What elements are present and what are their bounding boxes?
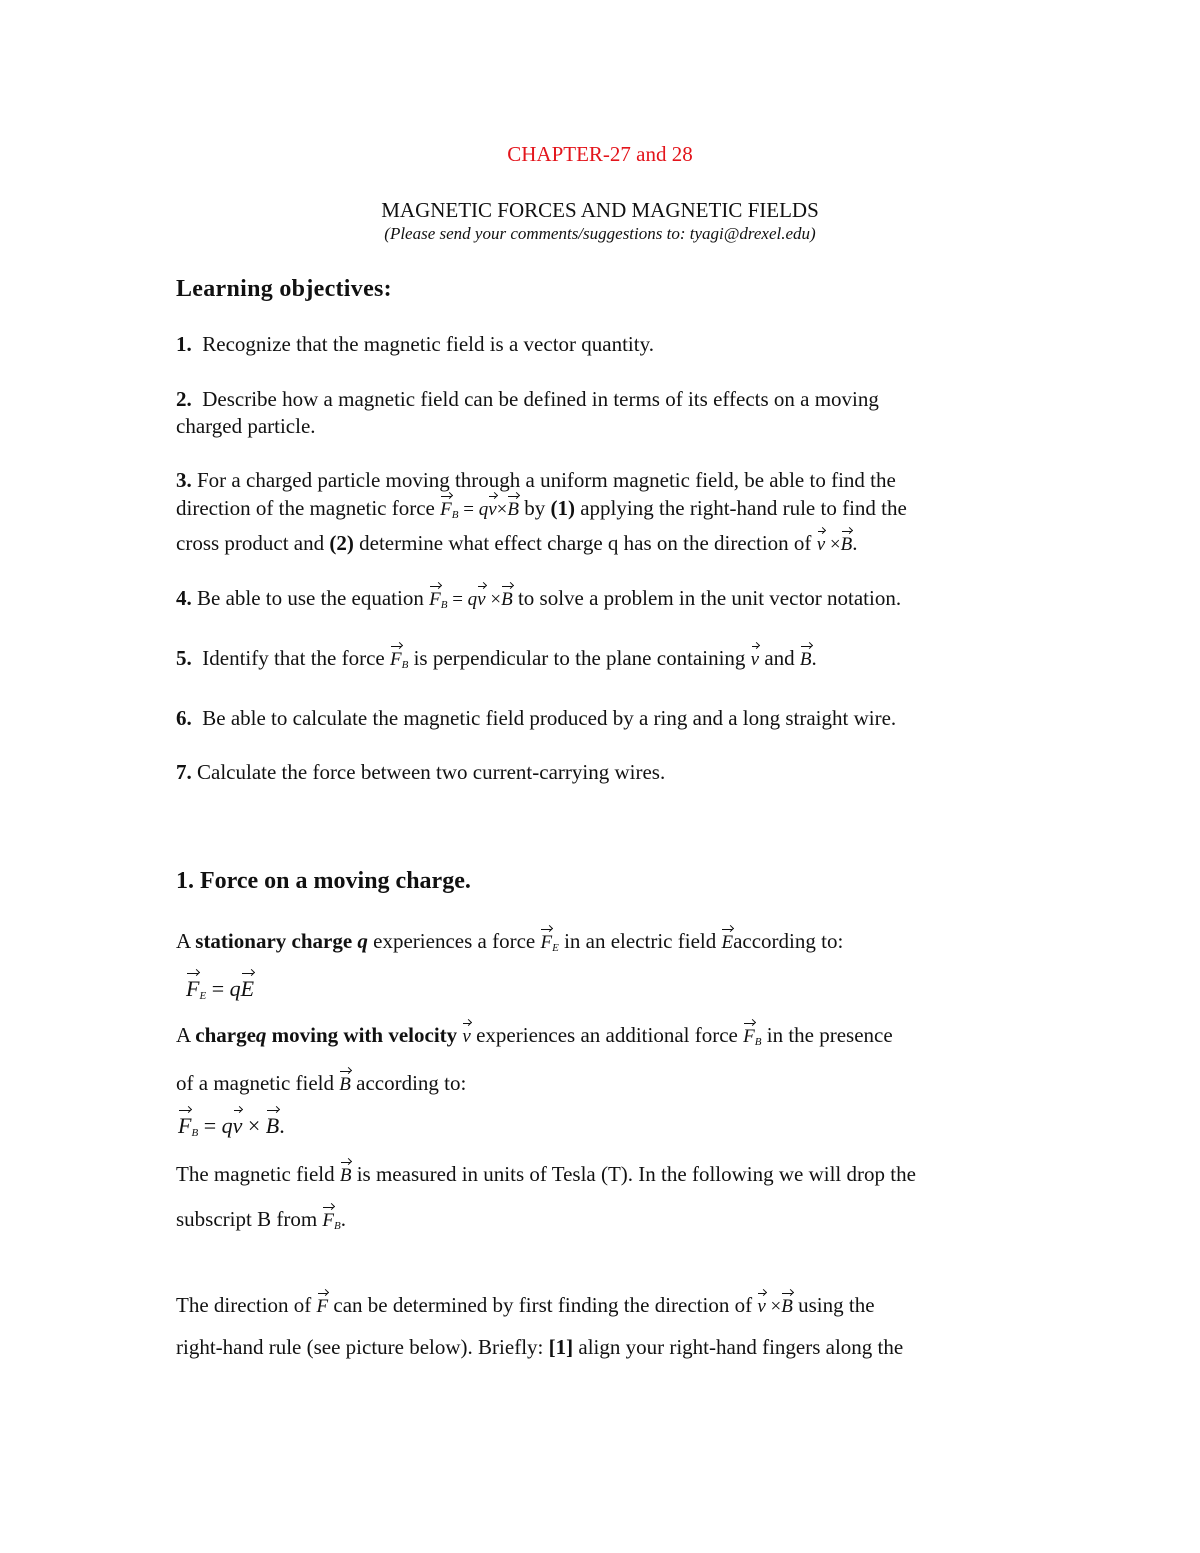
field-symbol: B — [339, 1165, 352, 1186]
text-run: Be able to use the equation — [197, 586, 424, 610]
chapter-title: CHAPTER-27 and 28 — [507, 142, 693, 166]
bold-term: charge — [195, 1023, 256, 1047]
vector-symbol: v — [232, 1113, 243, 1138]
electric-force-symbol — [540, 932, 558, 953]
contact-note: (Please send your comments/suggestions to: tyagi@drexel.edu) — [384, 224, 816, 243]
paragraph-right-hand-rule — [176, 1335, 903, 1360]
text-run: experiences an additional force — [476, 1023, 738, 1047]
paragraph-direction — [176, 1293, 875, 1318]
equation-magnetic-force — [178, 1113, 285, 1139]
vector-symbol: F — [540, 932, 553, 953]
paragraph-subscript — [176, 1207, 346, 1232]
equals-sign: = — [463, 499, 474, 520]
text-run: by — [524, 496, 546, 520]
step-marker: (2) — [329, 531, 354, 555]
objective-number: 2. — [176, 387, 192, 411]
vector-symbol: E — [240, 976, 255, 1001]
objectives-heading: Learning objectives: — [176, 276, 392, 302]
objective-5 — [176, 646, 817, 671]
objective-text: Recognize that the magnetic field is a vector quantity. — [202, 332, 654, 356]
cross-sign: × — [247, 1113, 261, 1138]
subscript: B — [191, 1127, 199, 1139]
text-run: cross product and — [176, 531, 325, 555]
vector-symbol: F — [390, 649, 402, 670]
charge-symbol: q — [221, 1113, 233, 1138]
velocity-symbol: v — [462, 1026, 471, 1047]
subscript: E — [552, 942, 559, 954]
electric-field-symbol: E — [721, 932, 734, 953]
subscript: E — [199, 990, 207, 1002]
text-run: according to: — [356, 1071, 467, 1095]
vector-symbol: B — [840, 534, 853, 555]
text-run: to solve a problem in the unit vector notation. — [517, 586, 902, 610]
cross-sign: × — [490, 589, 502, 610]
equals-sign: = — [203, 1113, 217, 1138]
text-run: A — [176, 929, 191, 953]
text-run: experiences a force — [373, 929, 536, 953]
objective-3 — [176, 468, 896, 493]
objective-3-line3 — [176, 531, 857, 556]
document-title: MAGNETIC FORCES AND MAGNETIC FIELDS — [381, 198, 819, 222]
equals-sign: = — [452, 589, 463, 610]
force-equation — [440, 499, 519, 520]
text-run: Identify that the force — [202, 646, 385, 670]
cross-product — [757, 1296, 793, 1317]
objective-4 — [176, 586, 901, 611]
text-run: in the presence — [766, 1023, 893, 1047]
text-run: in an electric field — [564, 929, 717, 953]
vector-symbol: v — [757, 1296, 766, 1317]
objective-6 — [176, 706, 896, 731]
period: . — [852, 531, 858, 555]
text-run: is measured in units of Tesla (T). In the following we will drop the — [356, 1162, 916, 1186]
paragraph-magnetic-field — [176, 1071, 466, 1096]
force-equation — [429, 589, 513, 610]
objective-number: 6. — [176, 706, 192, 730]
vector-symbol: B — [507, 499, 519, 520]
period: . — [340, 1207, 346, 1231]
vector-symbol: F — [178, 1113, 192, 1138]
period: . — [279, 1113, 285, 1138]
subscript: B — [440, 599, 448, 611]
magnetic-force-symbol — [743, 1026, 761, 1047]
text-run: The magnetic field — [176, 1162, 335, 1186]
vector-symbol: F — [743, 1026, 755, 1047]
text-run: is perpendicular to the plane containing — [413, 646, 746, 670]
vector-symbol: F — [186, 976, 200, 1001]
objective-number: 5. — [176, 646, 192, 670]
field-symbol: B — [339, 1074, 351, 1095]
charge-symbol: q — [255, 1023, 267, 1047]
text-run: The direction of — [176, 1293, 312, 1317]
text-run: of a magnetic field — [176, 1071, 335, 1095]
period: . — [811, 646, 817, 670]
force-symbol — [390, 649, 408, 670]
subscript: B — [401, 659, 409, 671]
objective-text: Be able to calculate the magnetic field produced by a ring and a long straight wire. — [202, 706, 897, 730]
cross-product — [817, 534, 853, 555]
objective-3-line2 — [176, 496, 907, 521]
paragraph-moving-charge — [176, 1023, 893, 1048]
vector-symbol: F — [429, 589, 441, 610]
objective-2 — [176, 387, 879, 412]
objective-number: 1. — [176, 332, 192, 356]
text-run: according to: — [733, 929, 844, 953]
text-run: align your right-hand fingers along the — [578, 1335, 904, 1359]
vector-symbol: B — [501, 589, 513, 610]
objective-number: 7. — [176, 760, 192, 784]
objective-text: Calculate the force between two current-carrying wires. — [197, 760, 666, 784]
objective-1 — [176, 332, 654, 357]
charge-symbol: q — [478, 499, 489, 520]
field-symbol: B — [799, 649, 812, 670]
equals-sign: = — [211, 976, 225, 1001]
objective-7 — [176, 760, 665, 785]
text-run: applying the right-hand rule to find the — [580, 496, 907, 520]
text-run: can be determined by first finding the direction of — [333, 1293, 753, 1317]
vector-symbol: v — [477, 589, 486, 610]
text-run: right-hand rule (see picture below). Briefly: — [176, 1335, 544, 1359]
text-run: direction of the magnetic force — [176, 496, 435, 520]
bold-term: stationary charge — [195, 929, 353, 953]
force-symbol: F — [316, 1296, 329, 1317]
paragraph-stationary-charge — [176, 929, 843, 954]
cross-sign: × — [829, 534, 841, 555]
step-marker: (1) — [550, 496, 575, 520]
charge-symbol: q — [357, 929, 368, 953]
bold-term: moving with velocity — [271, 1023, 458, 1047]
vector-symbol: B — [265, 1113, 280, 1138]
vector-symbol: B — [781, 1296, 793, 1317]
cross-sign: × — [496, 499, 508, 520]
text-run: using the — [798, 1293, 875, 1317]
objective-number: 4. — [176, 586, 192, 610]
subscript: B — [334, 1220, 341, 1232]
text-run: A — [176, 1023, 191, 1047]
charge-symbol: q — [467, 589, 478, 610]
objective-number: 3. — [176, 468, 192, 492]
section-heading: 1. Force on a moving charge. — [176, 868, 471, 894]
vector-symbol: v — [488, 499, 497, 520]
objective-text: Describe how a magnetic field can be defined in terms of its effects on a moving — [202, 387, 879, 411]
magnetic-force-symbol — [322, 1210, 340, 1231]
vector-symbol: v — [816, 534, 826, 555]
step-marker: [1] — [548, 1335, 574, 1359]
equation-electric-force — [186, 976, 254, 1002]
objective-2-cont: charged particle. — [176, 414, 316, 438]
text-run: and — [764, 646, 795, 670]
text-run: determine what effect charge q has on the direction of — [359, 531, 812, 555]
subscript: B — [754, 1036, 762, 1048]
charge-symbol: q — [229, 976, 241, 1001]
vector-symbol: F — [322, 1210, 335, 1231]
cross-sign: × — [770, 1296, 782, 1317]
text-run: subscript B from — [176, 1207, 318, 1231]
paragraph-tesla — [176, 1162, 916, 1187]
objective-text: For a charged particle moving through a uniform magnetic field, be able to find the — [197, 468, 896, 492]
vector-symbol: F — [440, 499, 452, 520]
subscript: B — [451, 509, 459, 521]
velocity-symbol: v — [750, 649, 760, 670]
